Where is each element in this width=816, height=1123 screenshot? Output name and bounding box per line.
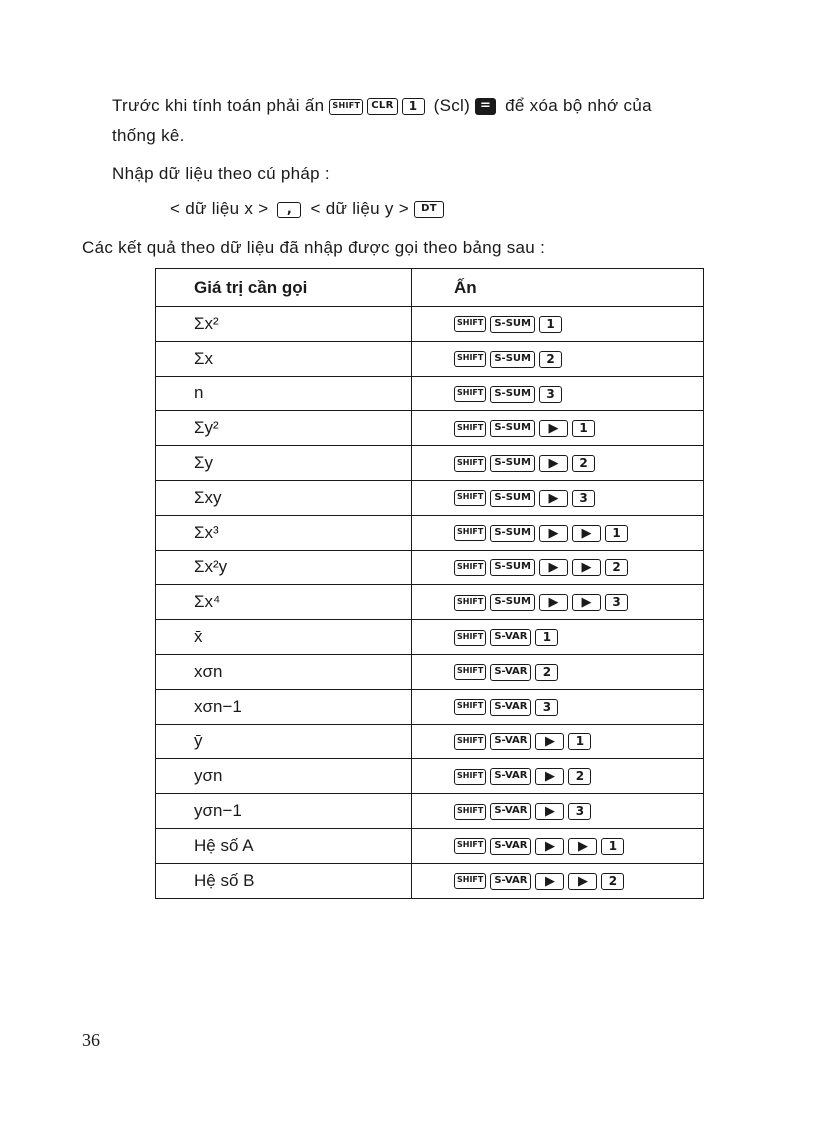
row-value-name: n (156, 376, 412, 411)
row-key-sequence (412, 307, 704, 342)
shift-key-icon: SHIFT (454, 873, 486, 889)
num-3-key-icon: 3 (605, 594, 628, 611)
row-value-name: Σy (156, 446, 412, 481)
right-arrow-key-icon: ▶ (535, 768, 564, 785)
table-row (156, 828, 704, 863)
table-row (156, 307, 704, 342)
num-2-key-icon: 2 (535, 664, 558, 681)
s-sum-key-icon: S-SUM (490, 525, 535, 542)
s-sum-key-icon: S-SUM (490, 490, 535, 507)
right-arrow-key-icon: ▶ (572, 559, 601, 576)
row-key-sequence (412, 828, 704, 863)
shift-key-icon: SHIFT (454, 804, 486, 820)
right-arrow-key-icon: ▶ (535, 838, 564, 855)
table-row (156, 515, 704, 550)
right-arrow-key-icon: ▶ (568, 873, 597, 890)
row-key-sequence (412, 863, 704, 898)
table-row (156, 620, 704, 655)
shift-key-icon: SHIFT (454, 838, 486, 854)
shift-key-icon: SHIFT (454, 595, 486, 611)
s-var-key-icon: S-VAR (490, 699, 531, 716)
table-row (156, 411, 704, 446)
num-1-key-icon: 1 (568, 733, 591, 750)
table-row (156, 654, 704, 689)
row-value-name: yσn−1 (156, 794, 412, 829)
table-row (156, 480, 704, 515)
right-arrow-key-icon: ▶ (539, 490, 568, 507)
page-number: 36 (82, 1030, 100, 1050)
shift-key-icon: SHIFT (454, 664, 486, 680)
syntax-y: < dữ liệu y > (310, 199, 409, 218)
table-row (156, 376, 704, 411)
row-value-name: ȳ (156, 724, 412, 759)
s-sum-key-icon: S-SUM (490, 386, 535, 403)
row-value-name: Σx (156, 341, 412, 376)
shift-key-icon: SHIFT (454, 316, 486, 332)
right-arrow-key-icon: ▶ (568, 838, 597, 855)
table-row (156, 689, 704, 724)
shift-key-icon: SHIFT (454, 769, 486, 785)
shift-key-icon: SHIFT (454, 351, 486, 367)
shift-key-icon: SHIFT (454, 734, 486, 750)
right-arrow-key-icon: ▶ (535, 873, 564, 890)
right-arrow-key-icon: ▶ (572, 525, 601, 542)
s-var-key-icon: S-VAR (490, 838, 531, 855)
shift-key-icon: SHIFT (454, 525, 486, 541)
num-2-key-icon: 2 (568, 768, 591, 785)
row-key-sequence (412, 724, 704, 759)
num-2-key-icon: 2 (572, 455, 595, 472)
table-row (156, 863, 704, 898)
shift-key-icon: SHIFT (329, 99, 363, 115)
table-row (156, 550, 704, 585)
right-arrow-key-icon: ▶ (535, 733, 564, 750)
table-row (156, 341, 704, 376)
num-1-key-icon: 1 (539, 316, 562, 333)
equals-key-icon: = (475, 98, 496, 115)
row-value-name: Σxy (156, 480, 412, 515)
row-key-sequence (412, 446, 704, 481)
row-value-name: Hệ số A (156, 828, 412, 863)
shift-key-icon: SHIFT (454, 630, 486, 646)
s-var-key-icon: S-VAR (490, 873, 531, 890)
num-1-key-icon: 1 (601, 838, 624, 855)
row-key-sequence (412, 794, 704, 829)
row-value-name: x̄ (156, 620, 412, 655)
right-arrow-key-icon: ▶ (539, 525, 568, 542)
row-key-sequence (412, 654, 704, 689)
s-sum-key-icon: S-SUM (490, 420, 535, 437)
table-intro: Các kết quả theo dữ liệu đã nhập được gọi theo bảng sau : (82, 238, 546, 257)
num-3-key-icon: 3 (535, 699, 558, 716)
num-2-key-icon: 2 (601, 873, 624, 890)
results-table (155, 268, 704, 899)
right-arrow-key-icon: ▶ (539, 455, 568, 472)
row-key-sequence (412, 376, 704, 411)
right-arrow-key-icon: ▶ (535, 803, 564, 820)
row-key-sequence (412, 515, 704, 550)
num-3-key-icon: 3 (539, 386, 562, 403)
num-3-key-icon: 3 (572, 490, 595, 507)
num-3-key-icon: 3 (568, 803, 591, 820)
s-var-key-icon: S-VAR (490, 629, 531, 646)
right-arrow-key-icon: ▶ (539, 594, 568, 611)
s-var-key-icon: S-VAR (490, 733, 531, 750)
row-key-sequence (412, 411, 704, 446)
intro-line-2: thống kê. (112, 126, 185, 145)
s-sum-key-icon: S-SUM (490, 559, 535, 576)
syntax-x: < dữ liệu x > (170, 199, 269, 218)
header-value: Giá trị cần gọi (156, 269, 412, 307)
s-var-key-icon: S-VAR (490, 768, 531, 785)
row-key-sequence (412, 341, 704, 376)
table-row (156, 724, 704, 759)
s-var-key-icon: S-VAR (490, 803, 531, 820)
num-2-key-icon: 2 (605, 559, 628, 576)
right-arrow-key-icon: ▶ (572, 594, 601, 611)
s-sum-key-icon: S-SUM (490, 351, 535, 368)
s-sum-key-icon: S-SUM (490, 594, 535, 611)
shift-key-icon: SHIFT (454, 490, 486, 506)
intro-text-before: Trước khi tính toán phải ấn (112, 96, 325, 115)
shift-key-icon: SHIFT (454, 699, 486, 715)
row-value-name: Hệ số B (156, 863, 412, 898)
row-value-name: Σx²y (156, 550, 412, 585)
comma-key-icon: , (277, 202, 301, 218)
clr-key-icon: CLR (367, 98, 397, 115)
row-key-sequence (412, 480, 704, 515)
s-sum-key-icon: S-SUM (490, 316, 535, 333)
syntax-line (170, 199, 448, 219)
shift-key-icon: SHIFT (454, 386, 486, 402)
row-value-name: Σy² (156, 411, 412, 446)
dt-key-icon: DT (414, 201, 444, 218)
intro-text-after: để xóa bộ nhớ của (505, 96, 652, 115)
shift-key-icon: SHIFT (454, 560, 486, 576)
scl-text: (Scl) (433, 96, 471, 115)
row-value-name: yσn (156, 759, 412, 794)
right-arrow-key-icon: ▶ (539, 420, 568, 437)
table-row (156, 585, 704, 620)
row-value-name: Σx³ (156, 515, 412, 550)
header-press: Ấn (412, 269, 704, 307)
intro-line-1 (112, 96, 652, 116)
s-sum-key-icon: S-SUM (490, 455, 535, 472)
table-row (156, 446, 704, 481)
row-key-sequence (412, 689, 704, 724)
num-1-key-icon: 1 (535, 629, 558, 646)
table-row (156, 759, 704, 794)
table-header-row (156, 269, 704, 307)
shift-key-icon: SHIFT (454, 421, 486, 437)
row-key-sequence (412, 585, 704, 620)
row-key-sequence (412, 550, 704, 585)
row-value-name: xσn−1 (156, 689, 412, 724)
num-2-key-icon: 2 (539, 351, 562, 368)
right-arrow-key-icon: ▶ (539, 559, 568, 576)
row-value-name: Σx² (156, 307, 412, 342)
shift-key-icon: SHIFT (454, 456, 486, 472)
row-key-sequence (412, 620, 704, 655)
num-1-key-icon: 1 (605, 525, 628, 542)
row-value-name: xσn (156, 654, 412, 689)
table-row (156, 794, 704, 829)
row-value-name: Σx⁴ (156, 585, 412, 620)
num-1-key-icon: 1 (572, 420, 595, 437)
s-var-key-icon: S-VAR (490, 664, 531, 681)
one-key-icon: 1 (402, 98, 425, 115)
row-key-sequence (412, 759, 704, 794)
syntax-intro: Nhập dữ liệu theo cú pháp : (112, 164, 330, 183)
